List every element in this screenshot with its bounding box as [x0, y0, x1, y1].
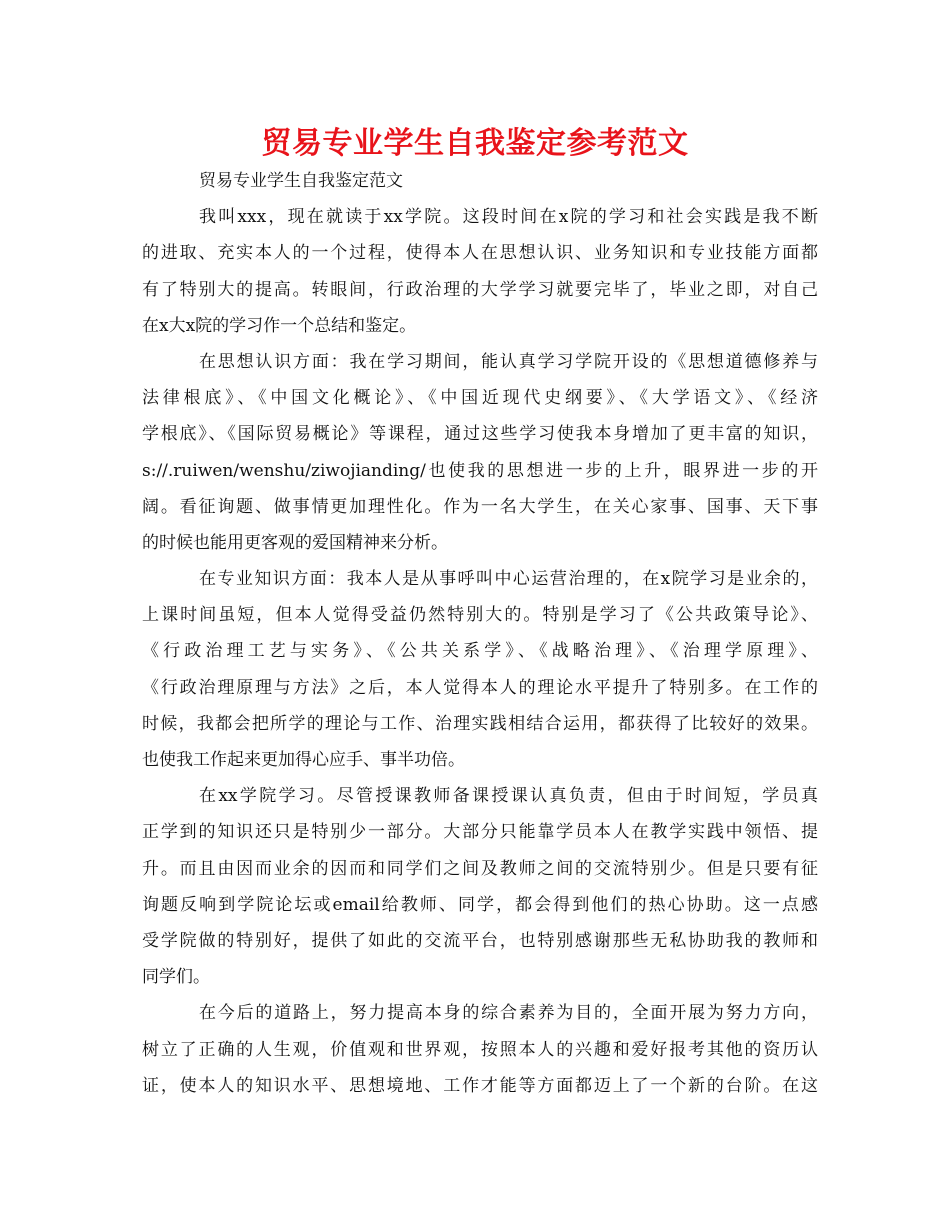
body-line: 阔。看征询题、做事情更加理性化。作为一名大学生，在关心家事、国事、天下事: [142, 496, 818, 517]
body-line: 学根底》、《国际贸易概论》等课程，通过这些学习使我本身增加了更丰富的知识，: [142, 424, 818, 445]
body-line: 法律根底》、《中国文化概论》、《中国近现代史纲要》、《大学语文》、《经济: [142, 388, 818, 409]
body-line: 升。而且由因而业余的因而和同学们之间及教师之间的交流特别少。但是只要有征: [142, 858, 818, 879]
body-line: 的时候也能用更客观的爱国精神来分析。: [142, 532, 448, 553]
body-line: 有了特别大的提高。转眼间，行政治理的大学学习就要完毕了，毕业之即，对自己: [142, 279, 818, 300]
body-line: 在专业知识方面：我本人是从事呼叫中心运营治理的，在x院学习是业余的，: [199, 569, 818, 590]
body-line: 证，使本人的知识水平、思想境地、工作才能等方面都迈上了一个新的台阶。在这: [142, 1075, 818, 1096]
body-line: 在今后的道路上，努力提高本身的综合素养为目的，全面开展为努力方向，: [199, 1003, 818, 1024]
document-body: [142, 163, 818, 1104]
body-line: 的进取、充实本人的一个过程，使得本人在思想认识、业务知识和专业技能方面都: [142, 243, 818, 264]
body-line: 上课时间虽短，但本人觉得受益仍然特别大的。特别是学习了《公共政策导论》、: [142, 605, 818, 626]
body-line: 在x大x院的学习作一个总结和鉴定。: [142, 315, 417, 336]
body-line: 询题反响到学院论坛或email给教师、同学，都会得到他们的热心协助。这一点感: [142, 894, 818, 915]
body-line: 我叫xxx，现在就读于xx学院。这段时间在x院的学习和社会实践是我不断: [199, 207, 818, 228]
body-line: s://.ruiwen/wenshu/ziwojianding/也使我的思想进一步的上升，眼界进一步的开: [142, 460, 818, 481]
body-line: 在xx学院学习。尽管授课教师备课授课认真负责，但由于时间短，学员真: [199, 786, 818, 807]
body-line: 时候，我都会把所学的理论与工作、治理实践相结合运用，都获得了比较好的效果。: [142, 713, 818, 734]
body-line: 也使我工作起来更加得心应手、事半功倍。: [142, 750, 465, 770]
body-line: 受学院做的特别好，提供了如此的交流平台，也特别感谢那些无私协助我的教师和: [142, 930, 818, 951]
body-line: 树立了正确的人生观，价值观和世界观，按照本人的兴趣和爱好报考其他的资历认: [142, 1039, 818, 1060]
document-title: 贸易专业学生自我鉴定参考范文: [261, 126, 689, 161]
body-line: 同学们。: [142, 967, 210, 988]
body-line: 正学到的知识还只是特别少一部分。大部分只能靠学员本人在教学实践中领悟、提: [142, 822, 818, 843]
body-line: 《行政治理原理与方法》之后，本人觉得本人的理论水平提升了特别多。在工作的: [142, 677, 818, 698]
body-line: 贸易专业学生自我鉴定范文: [199, 171, 403, 191]
body-line: 《行政治理工艺与实务》、《公共关系学》、《战略治理》、《治理学原理》、: [142, 641, 818, 662]
body-line: 在思想认识方面：我在学习期间，能认真学习学院开设的《思想道德修养与: [199, 351, 818, 372]
